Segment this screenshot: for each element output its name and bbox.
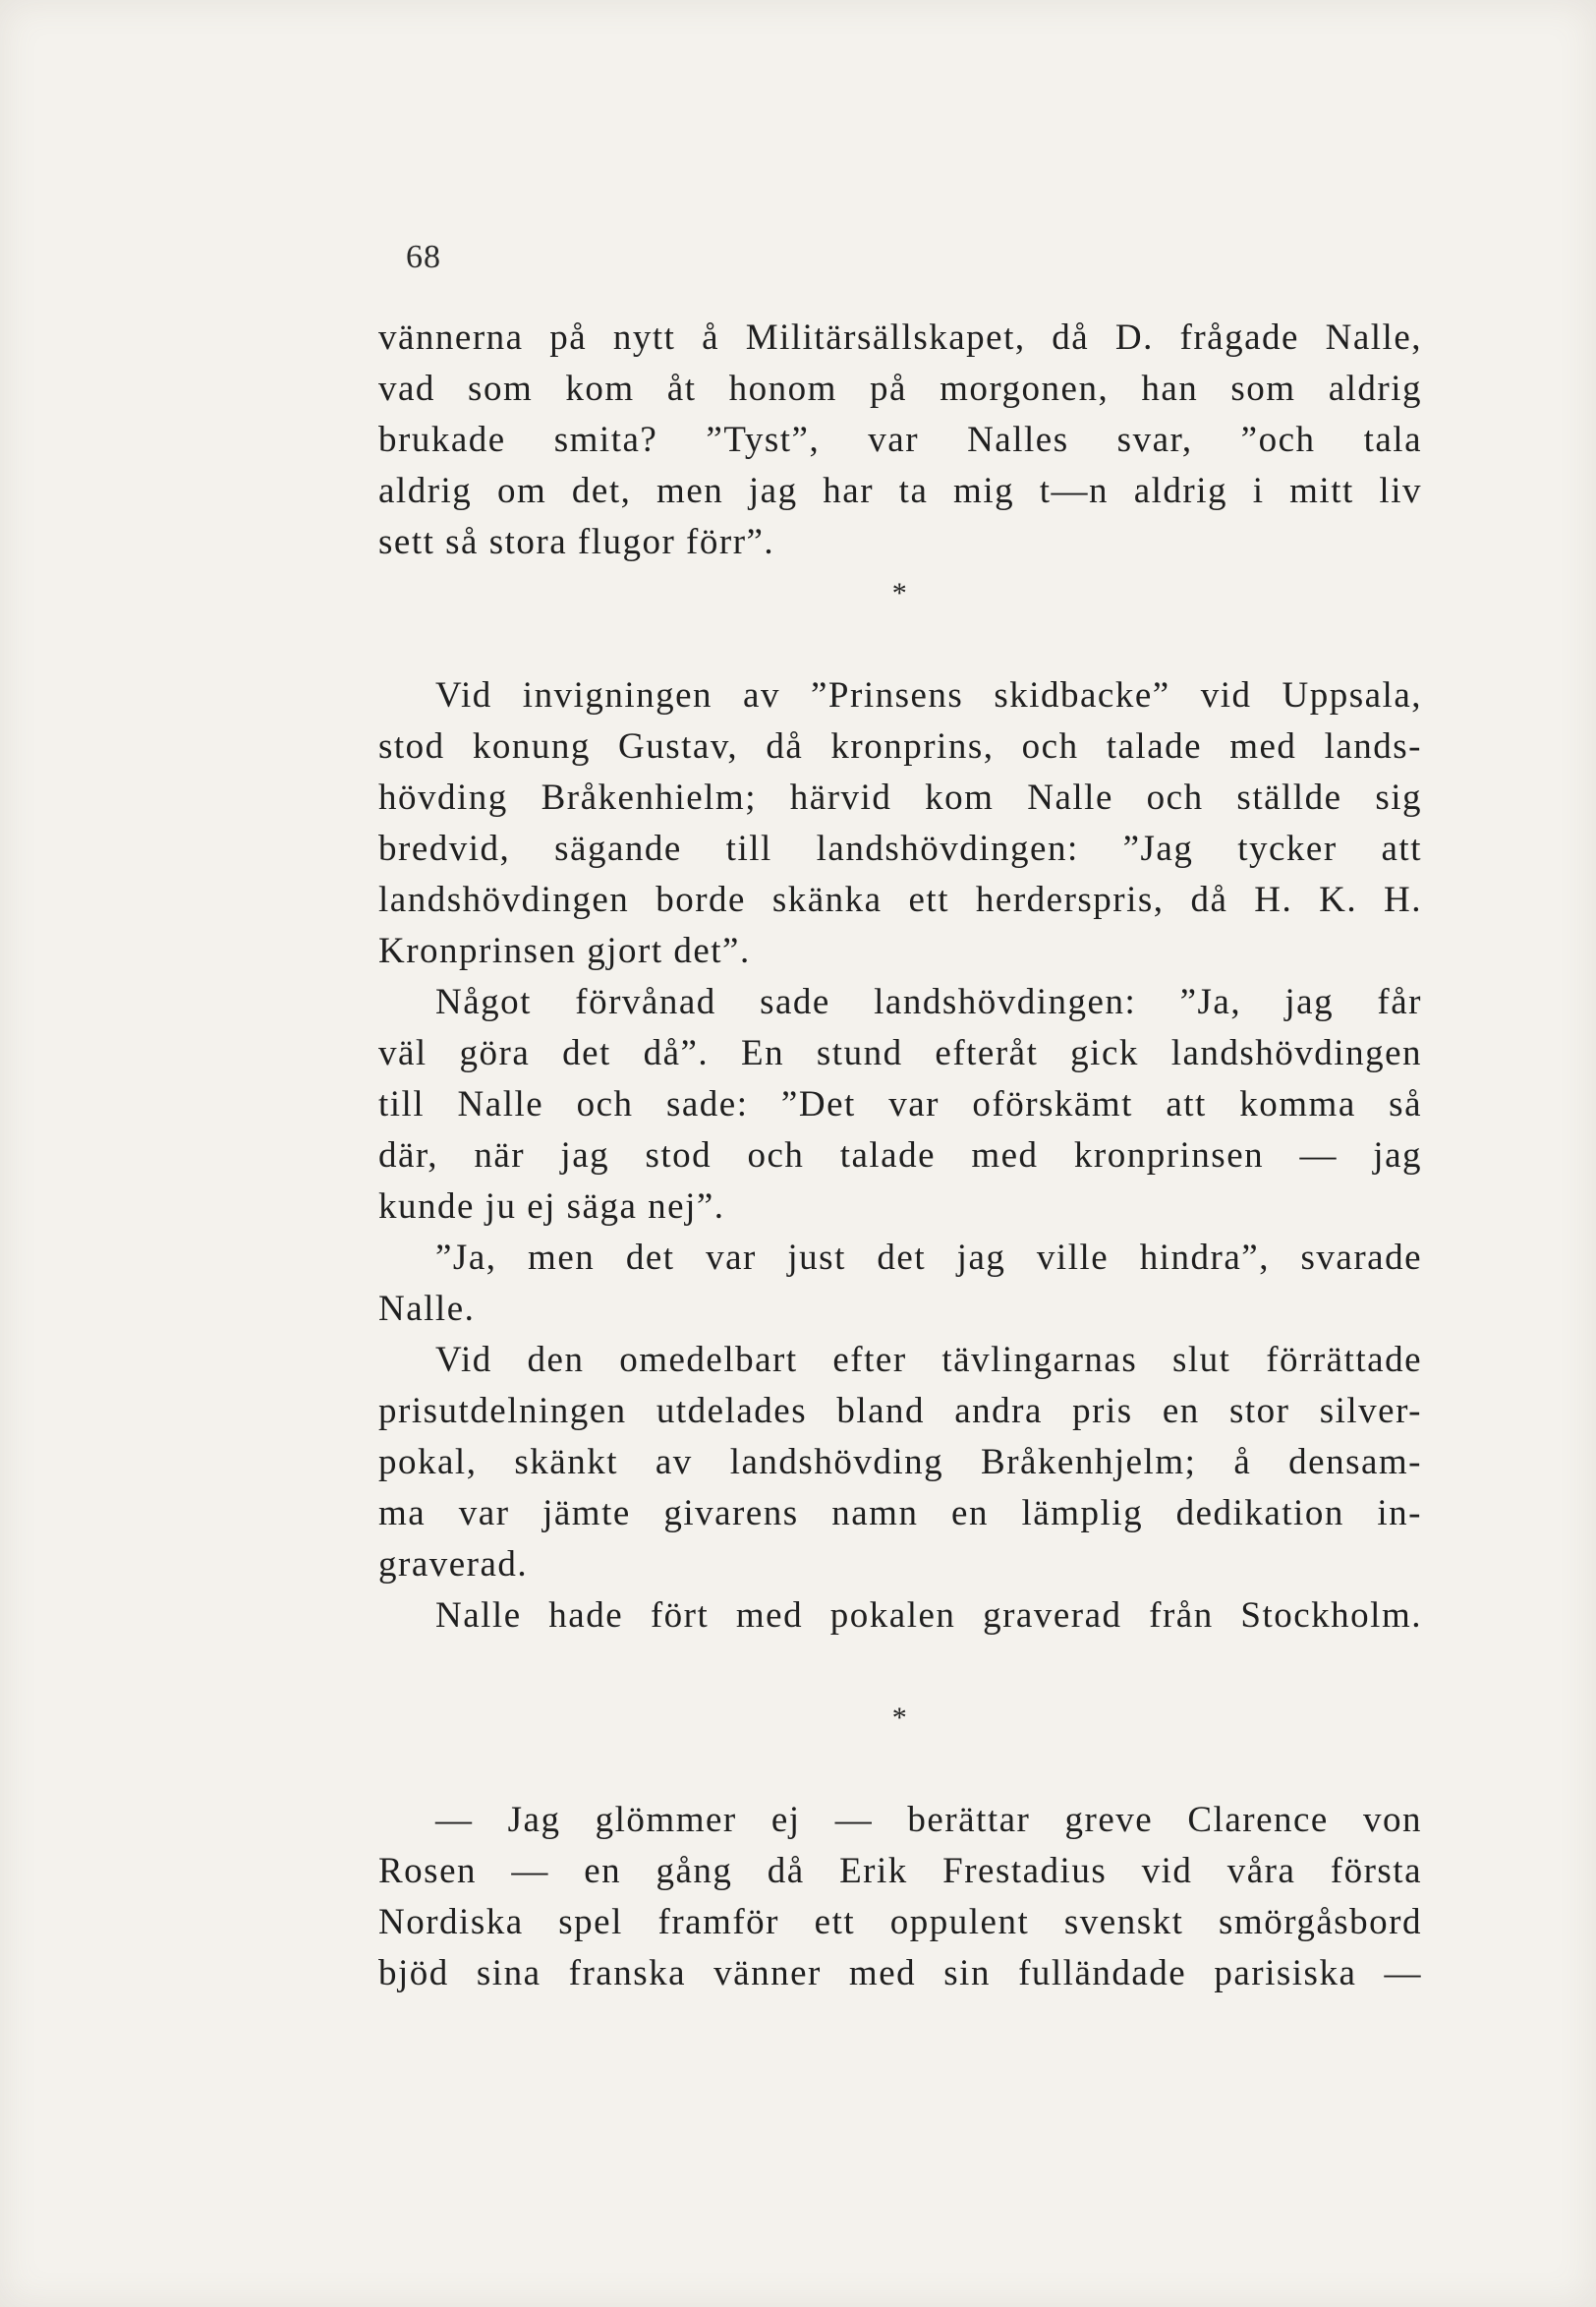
text-line: bjöd sina franska vänner med sin fulländade parisiska —: [378, 1953, 1422, 1993]
text-line: prisutdelningen utdelades bland andra pris en stor silver-: [378, 1391, 1422, 1431]
text-line: Vid den omedelbart efter tävlingarnas slut förrättade: [435, 1340, 1422, 1380]
text-line: Kronprinsen gjort det”.: [378, 931, 751, 971]
text-line: Nalle.: [378, 1289, 476, 1329]
text-line: brukade smita? ”Tyst”, var Nalles svar, ”och tala: [378, 420, 1422, 460]
text-line: Rosen — en gång då Erik Frestadius vid våra första: [378, 1851, 1422, 1891]
text-line: sett så stora flugor förr”.: [378, 522, 775, 562]
text-line: där, när jag stod och talade med kronprinsen — jag: [378, 1135, 1422, 1176]
spacer: [378, 1744, 1422, 1795]
text-line: ma var jämte givarens namn en lämplig dedikation in-: [378, 1493, 1422, 1533]
text-line: väl göra det då”. En stund efteråt gick landshövdingen: [378, 1033, 1422, 1073]
text-line: till Nalle och sade: ”Det var oförskämt att komma så: [378, 1084, 1422, 1125]
text-line: vännerna på nytt å Militärsällskapet, då D. frågade Nalle,: [378, 317, 1422, 358]
text-line: bredvid, sägande till landshövdingen: ”Jag tycker att: [378, 829, 1422, 869]
text-line: Nordiska spel framför ett oppulent svenskt smörgåsbord: [378, 1902, 1422, 1942]
page-number: 68: [406, 239, 441, 275]
text-line: vad som kom åt honom på morgonen, han som aldrig: [378, 369, 1422, 409]
text-line: aldrig om det, men jag har ta mig t—n aldrig i mitt liv: [378, 471, 1422, 511]
text-line: — Jag glömmer ej — berättar greve Clarence von: [435, 1800, 1422, 1840]
section-separator: *: [891, 577, 909, 609]
text-line: kunde ju ej säga nej”.: [378, 1186, 725, 1227]
text-line: pokal, skänkt av landshövding Bråkenhjelm; å densam-: [378, 1442, 1422, 1482]
spacer: [378, 619, 1422, 670]
text-line: ”Ja, men det var just det jag ville hindra”, svarade: [435, 1238, 1422, 1278]
text-line: Något förvånad sade landshövdingen: ”Ja, jag får: [435, 982, 1422, 1022]
text-line: Vid invigningen av ”Prinsens skidbacke” vid Uppsala,: [435, 675, 1422, 716]
body-text: [378, 313, 1422, 1999]
spacer: [378, 1642, 1422, 1693]
text-line: landshövdingen borde skänka ett herderspris, då H. K. H.: [378, 880, 1422, 920]
text-line: stod konung Gustav, då kronprins, och talade med lands-: [378, 726, 1422, 767]
text-line: graverad.: [378, 1544, 529, 1585]
section-separator: *: [891, 1701, 909, 1734]
text-line: hövding Bråkenhielm; härvid kom Nalle och ställde sig: [378, 778, 1422, 818]
text-line: Nalle hade fört med pokalen graverad från Stockholm.: [435, 1595, 1422, 1636]
